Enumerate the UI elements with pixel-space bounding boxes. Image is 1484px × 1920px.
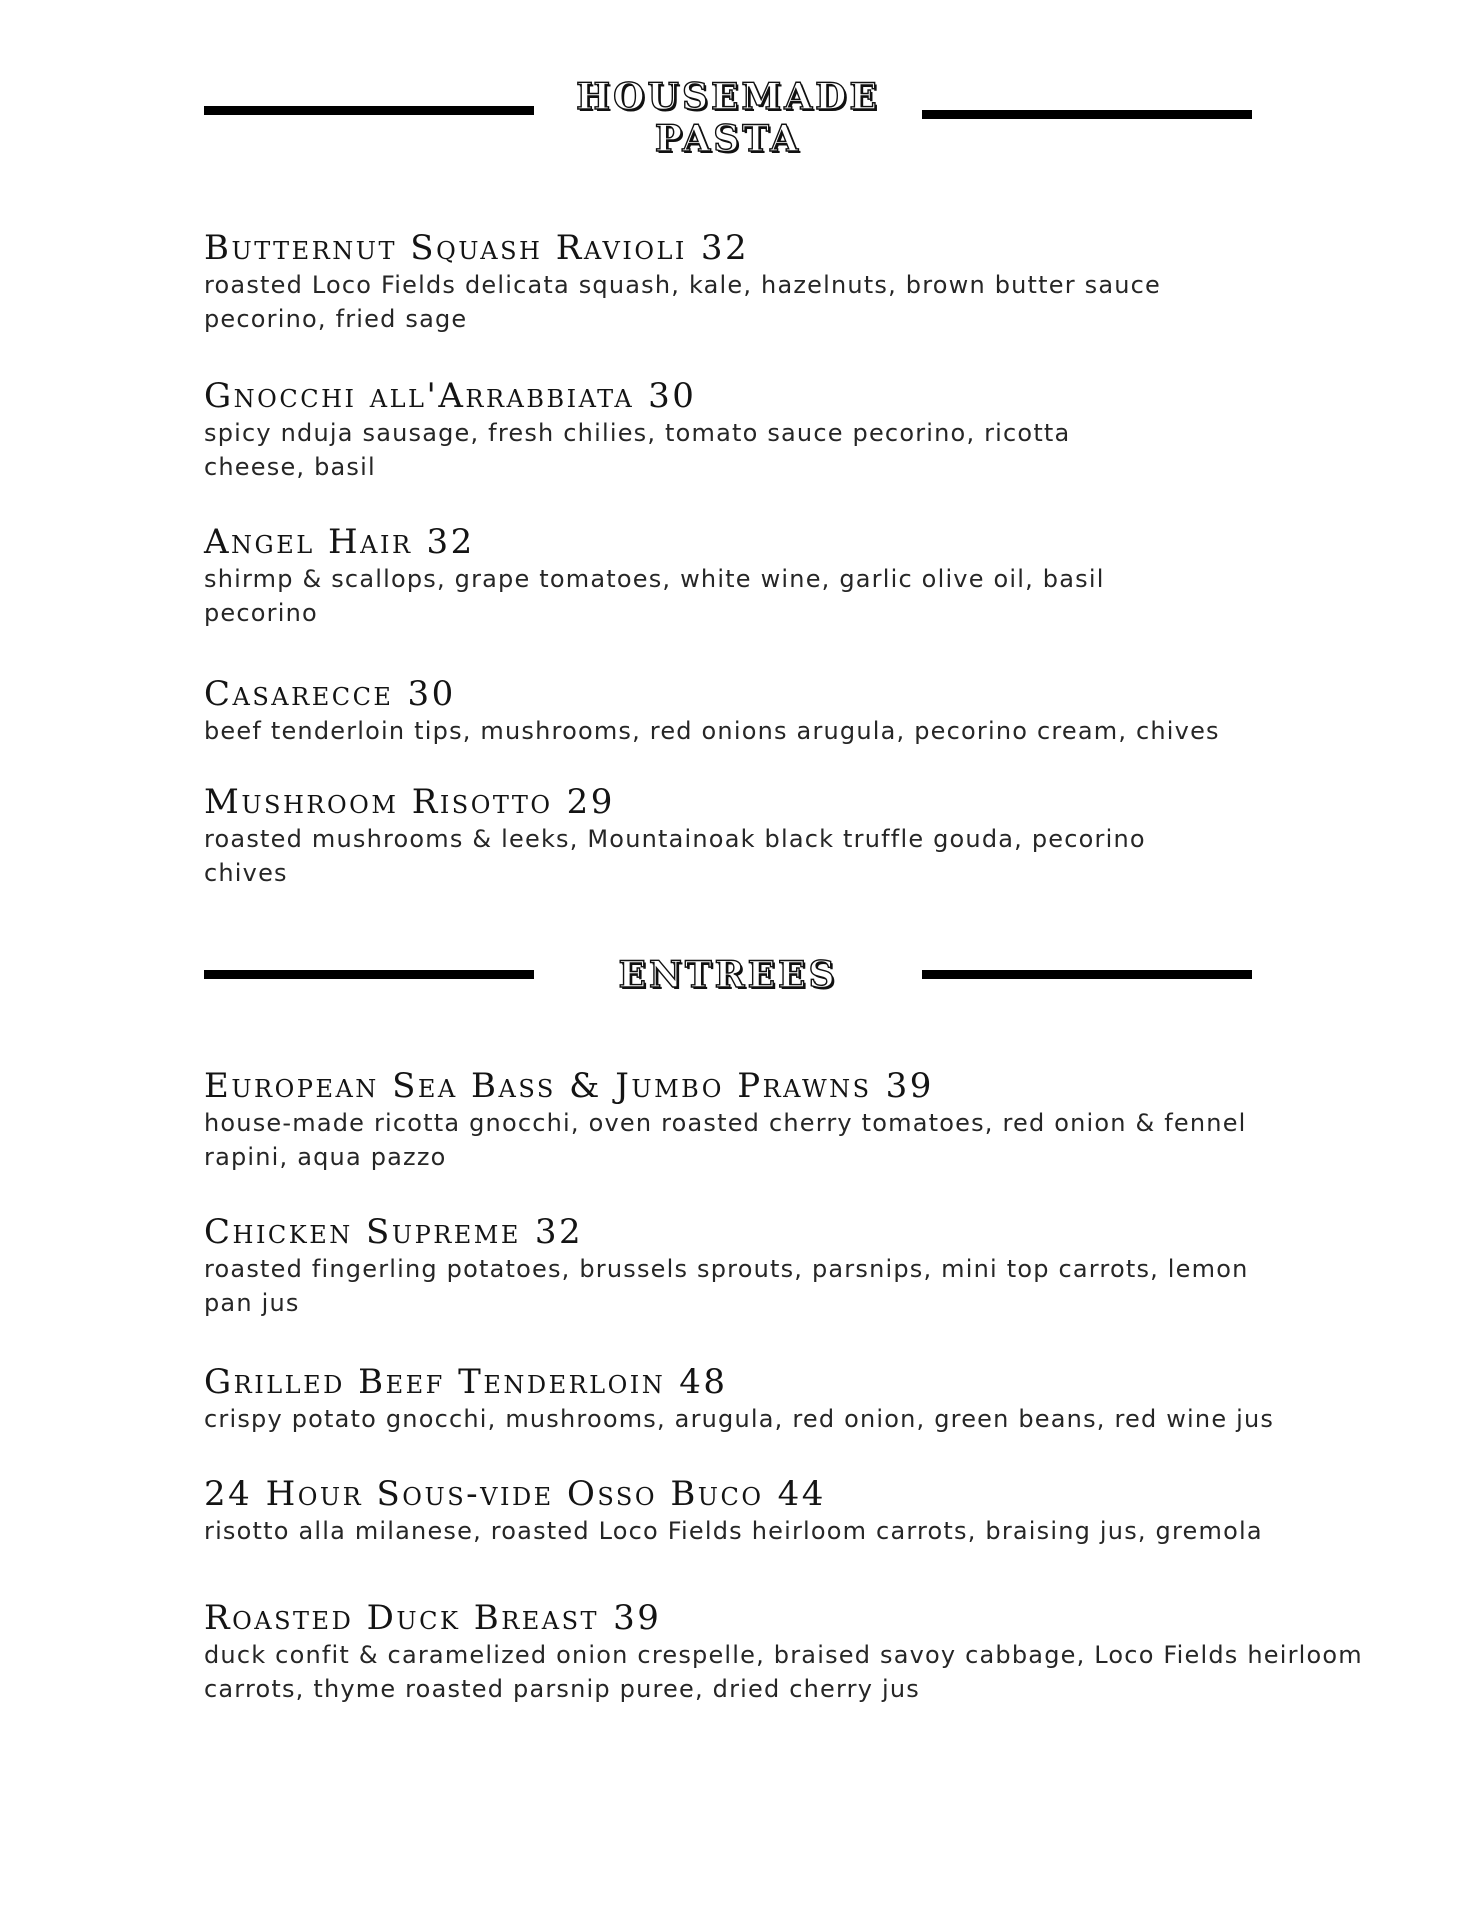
menu-item-title bbox=[204, 1362, 1274, 1402]
menu-item-price: 39 bbox=[885, 1066, 934, 1106]
menu-item-price: 30 bbox=[407, 674, 456, 714]
section-title bbox=[204, 954, 1252, 996]
menu-item-name: Angel Hair bbox=[204, 522, 413, 562]
menu-item-title bbox=[204, 1474, 1263, 1514]
menu-item-title bbox=[204, 1598, 1363, 1638]
menu-item-title bbox=[204, 522, 1105, 562]
menu-item-description: roasted fingerling potatoes, brussels sprouts, parsnips, mini top carrots, lemon pan jus bbox=[204, 1255, 1249, 1317]
menu-item-title bbox=[204, 376, 1070, 416]
section-title-line-1: ENTREES bbox=[618, 954, 838, 996]
menu-item-price: 32 bbox=[700, 228, 750, 268]
section-title bbox=[204, 76, 1252, 160]
menu-item-price: 48 bbox=[679, 1362, 728, 1402]
section-header-entrees bbox=[204, 950, 1252, 1070]
section-header-pasta bbox=[204, 72, 1252, 192]
menu-item-description: roasted Loco Fields delicata squash, kale, hazelnuts, brown butter sauce pecorino, fried sage bbox=[204, 271, 1162, 333]
section-title-line-1: HOUSEMADE bbox=[576, 76, 880, 118]
menu-item-description: crispy potato gnocchi, mushrooms, arugula, red onion, green beans, red wine jus bbox=[204, 1405, 1275, 1433]
menu-item-name: Mushroom Risotto bbox=[204, 782, 553, 822]
menu-item bbox=[204, 1212, 1249, 1320]
menu-item-price: 44 bbox=[777, 1474, 826, 1514]
menu-item bbox=[204, 1598, 1363, 1706]
menu-item-description: spicy nduja sausage, fresh chilies, tomato sauce pecorino, ricotta cheese, basil bbox=[204, 419, 1071, 481]
section-title-line-2: PASTA bbox=[654, 118, 802, 160]
menu-item-title bbox=[204, 1066, 1247, 1106]
menu-item-name: Chicken Supreme bbox=[204, 1212, 521, 1252]
menu-item-name: Grilled Beef Tenderloin bbox=[204, 1362, 666, 1402]
menu-item-description: roasted mushrooms & leeks, Mountainoak black truffle gouda, pecorino chives bbox=[204, 825, 1146, 887]
menu-item-name: Roasted Duck Breast bbox=[204, 1598, 600, 1638]
menu-item-name: Butternut Squash Ravioli bbox=[204, 228, 687, 268]
menu-item bbox=[204, 228, 1161, 336]
menu-item-description: shirmp & scallops, grape tomatoes, white wine, garlic olive oil, basil pecorino bbox=[204, 565, 1105, 627]
menu-item-description: house-made ricotta gnocchi, oven roasted cherry tomatoes, red onion & fennel rapini, aqua pazzo bbox=[204, 1109, 1247, 1171]
menu-item-title bbox=[204, 674, 1220, 714]
menu-item-price: 32 bbox=[534, 1212, 584, 1252]
menu-item-price: 32 bbox=[426, 522, 475, 562]
menu-item-name: 24 Hour Sous-vide Osso Buco bbox=[204, 1474, 764, 1514]
menu-item bbox=[204, 674, 1220, 748]
menu-item-title bbox=[204, 228, 1161, 268]
menu-item-price: 30 bbox=[648, 376, 697, 416]
menu-item bbox=[204, 522, 1105, 630]
menu-item bbox=[204, 1474, 1263, 1548]
menu-item-name: Casarecce bbox=[204, 674, 394, 714]
menu-item-name: European Sea Bass & Jumbo Prawns bbox=[204, 1066, 872, 1106]
menu-item-title bbox=[204, 782, 1146, 822]
menu-item bbox=[204, 1362, 1274, 1436]
menu-item-price: 39 bbox=[613, 1598, 662, 1638]
menu-item bbox=[204, 376, 1070, 484]
menu-item-title bbox=[204, 1212, 1249, 1252]
menu-item-price: 29 bbox=[566, 782, 615, 822]
menu-item-description: duck confit & caramelized onion crespelle, braised savoy cabbage, Loco Fields heirloom carrots, thyme roasted parsnip puree, dried cherry jus bbox=[204, 1641, 1363, 1703]
menu-item bbox=[204, 782, 1146, 890]
menu-item-description: risotto alla milanese, roasted Loco Fields heirloom carrots, braising jus, gremola bbox=[204, 1517, 1263, 1545]
menu-item-name: Gnocchi all'Arrabbiata bbox=[204, 376, 635, 416]
menu-item-description: beef tenderloin tips, mushrooms, red onions arugula, pecorino cream, chives bbox=[204, 717, 1220, 745]
menu-item bbox=[204, 1066, 1247, 1174]
